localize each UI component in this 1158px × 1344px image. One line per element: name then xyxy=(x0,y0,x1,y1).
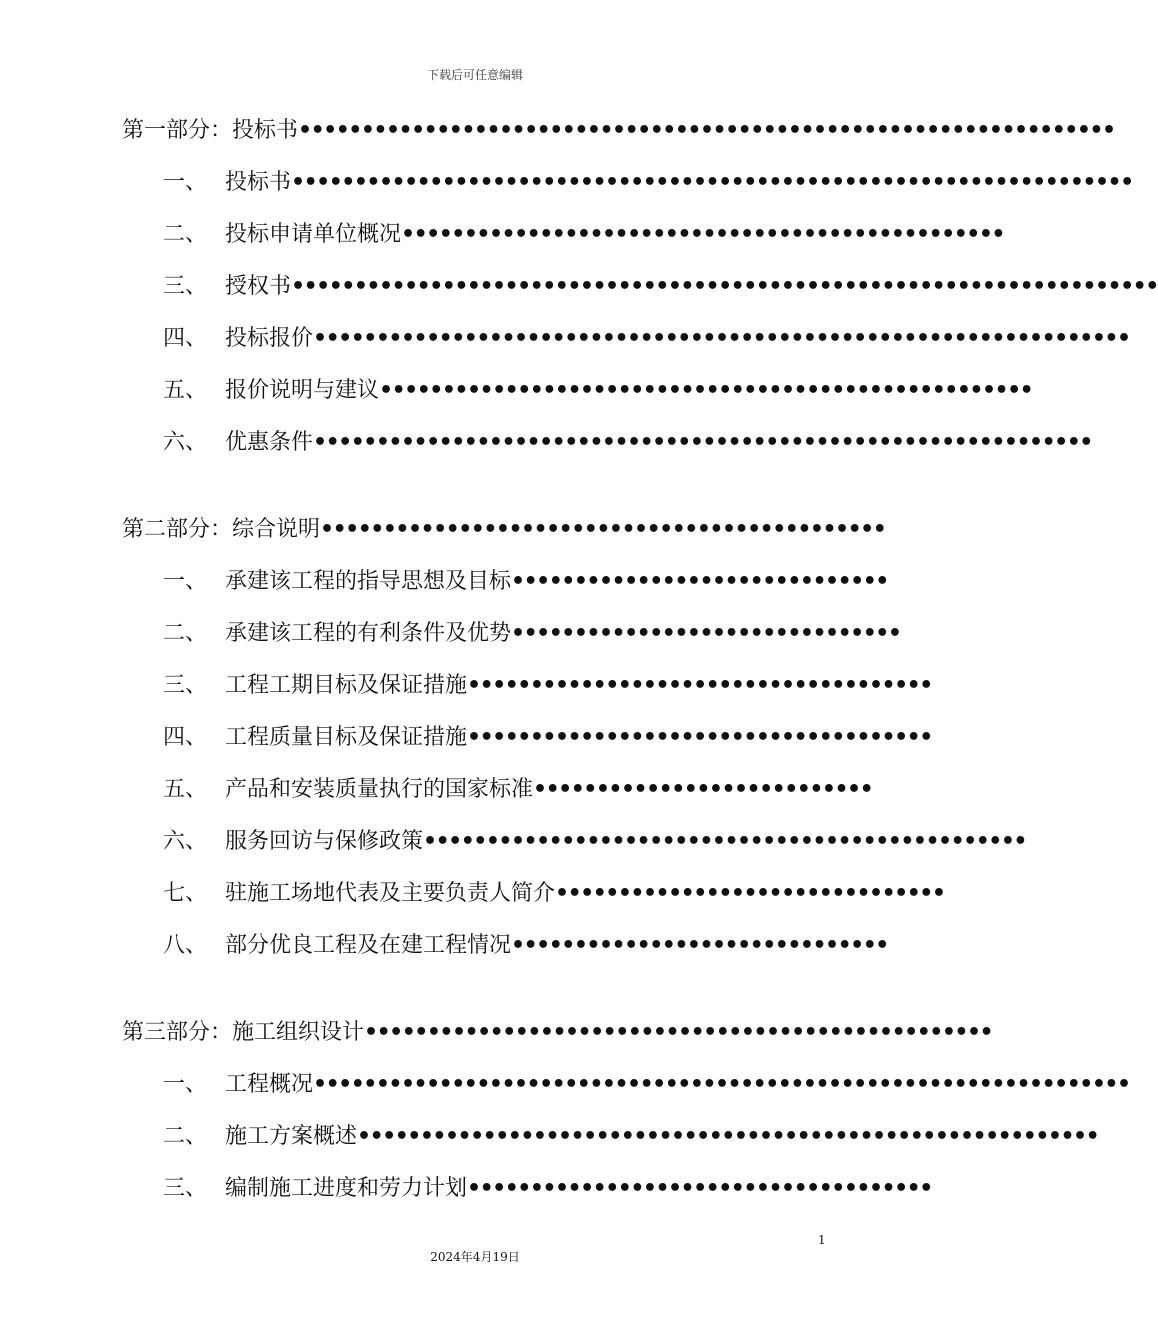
entry-title: 承建该工程的有利条件及优势 xyxy=(225,621,512,646)
dot-leader: ••••••••••••••••••••••••••••••••••••• xyxy=(467,725,932,750)
toc-entry xyxy=(163,931,888,961)
toc-entry xyxy=(163,272,1158,302)
dot-leader: ••••••••••••••••••••••••••••••••••••••••••••••••••••••••••••••••• xyxy=(313,326,1130,351)
toc-entry xyxy=(163,1070,1130,1100)
entry-number: 一、 xyxy=(163,170,208,195)
dot-leader: ••••••••••••••••••••••••••••••••••••••••••••••••••••••••••••••••• xyxy=(298,118,1115,143)
entry-title: 授权书 xyxy=(225,274,292,299)
entry-title: 工程质量目标及保证措施 xyxy=(225,725,468,750)
toc-entry xyxy=(163,168,1133,198)
entry-number: 五、 xyxy=(163,378,208,403)
dot-leader: •••••••••••••••••••••••••••••• xyxy=(511,933,888,958)
entry-number: 四、 xyxy=(163,725,208,750)
dot-leader: ••••••••••••••••••••••••••••••••••••••••••••••••••••••••••••••••••••• xyxy=(291,274,1158,299)
dot-leader: ••••••••••••••••••••••••••••••••••••••••••••• xyxy=(320,517,886,542)
entry-title: 工程概况 xyxy=(225,1072,314,1097)
footer-date: 2024年4月19日 xyxy=(430,1250,520,1264)
entry-number: 七、 xyxy=(163,881,208,906)
toc-entry xyxy=(163,376,1033,406)
entry-title: 优惠条件 xyxy=(225,430,314,455)
entry-number: 六、 xyxy=(163,829,208,854)
toc-part-heading xyxy=(122,1018,993,1048)
entry-number: 三、 xyxy=(163,274,208,299)
toc-entry xyxy=(163,827,1026,857)
entry-number: 四、 xyxy=(163,326,208,351)
entry-number: 二、 xyxy=(163,621,208,646)
entry-title: 投标报价 xyxy=(225,326,314,351)
entry-number: 三、 xyxy=(163,673,208,698)
entry-number: 八、 xyxy=(163,933,208,958)
entry-title: 编制施工进度和劳力计划 xyxy=(225,1176,468,1201)
page-number: 1 xyxy=(818,1233,826,1247)
toc-entry xyxy=(163,775,873,805)
entry-title: 第二部分：综合说明 xyxy=(122,517,321,542)
dot-leader: •••••••••••••••••••••••••••••••••••••••••••••••••••• xyxy=(379,378,1033,403)
toc-entry xyxy=(163,220,1004,250)
entry-number: 三、 xyxy=(163,1176,208,1201)
entry-number: 二、 xyxy=(163,222,208,247)
entry-title: 投标申请单位概况 xyxy=(225,222,402,247)
entry-number: 一、 xyxy=(163,1072,208,1097)
dot-leader: ••••••••••••••••••••••••••••••• xyxy=(555,881,945,906)
toc-entry xyxy=(163,1122,1099,1152)
toc-entry xyxy=(163,567,888,597)
dot-leader: ••••••••••••••••••••••••••• xyxy=(533,777,873,802)
toc-part-heading xyxy=(122,515,886,545)
dot-leader: ••••••••••••••••••••••••••••••••••••• xyxy=(467,1176,932,1201)
toc-entry xyxy=(163,428,1092,458)
dot-leader: ••••••••••••••••••••••••••••••• xyxy=(511,621,901,646)
entry-title: 投标书 xyxy=(225,170,292,195)
dot-leader: •••••••••••••••••••••••••••••••••••••••••••••••••• xyxy=(364,1020,993,1045)
dot-leader: •••••••••••••••••••••••••••••••••••••••••••••••• xyxy=(423,829,1026,854)
toc-entry xyxy=(163,324,1130,354)
entry-number: 六、 xyxy=(163,430,208,455)
entry-title: 报价说明与建议 xyxy=(225,378,380,403)
toc-part-heading xyxy=(122,116,1115,146)
toc-entry xyxy=(163,879,945,909)
toc-entry xyxy=(163,671,932,701)
entry-title: 服务回访与保修政策 xyxy=(225,829,424,854)
entry-number: 五、 xyxy=(163,777,208,802)
entry-number: 二、 xyxy=(163,1124,208,1149)
dot-leader: ••••••••••••••••••••••••••••••••••••• xyxy=(467,673,932,698)
entry-title: 施工方案概述 xyxy=(225,1124,358,1149)
dot-leader: ••••••••••••••••••••••••••••••••••••••••••••••••••••••••••••••••••• xyxy=(291,170,1133,195)
entry-title: 部分优良工程及在建工程情况 xyxy=(225,933,512,958)
page-header: 下载后可任意编辑 xyxy=(426,68,523,82)
toc-entry xyxy=(163,723,932,753)
entry-title: 第一部分：投标书 xyxy=(122,118,299,143)
dot-leader: •••••••••••••••••••••••••••••••••••••••••••••••• xyxy=(401,222,1004,247)
dot-leader: ••••••••••••••••••••••••••••••••••••••••••••••••••••••••••• xyxy=(357,1124,1099,1149)
toc-entry xyxy=(163,619,901,649)
entry-title: 第三部分：施工组织设计 xyxy=(122,1020,365,1045)
entry-number: 一、 xyxy=(163,569,208,594)
dot-leader: •••••••••••••••••••••••••••••••••••••••••••••••••••••••••••••• xyxy=(313,430,1092,455)
entry-title: 工程工期目标及保证措施 xyxy=(225,673,468,698)
dot-leader: •••••••••••••••••••••••••••••• xyxy=(511,569,888,594)
entry-title: 驻施工场地代表及主要负责人简介 xyxy=(225,881,556,906)
toc-entry xyxy=(163,1174,932,1204)
entry-title: 承建该工程的指导思想及目标 xyxy=(225,569,512,594)
entry-title: 产品和安装质量执行的国家标准 xyxy=(225,777,534,802)
dot-leader: ••••••••••••••••••••••••••••••••••••••••••••••••••••••••••••••••• xyxy=(313,1072,1130,1097)
